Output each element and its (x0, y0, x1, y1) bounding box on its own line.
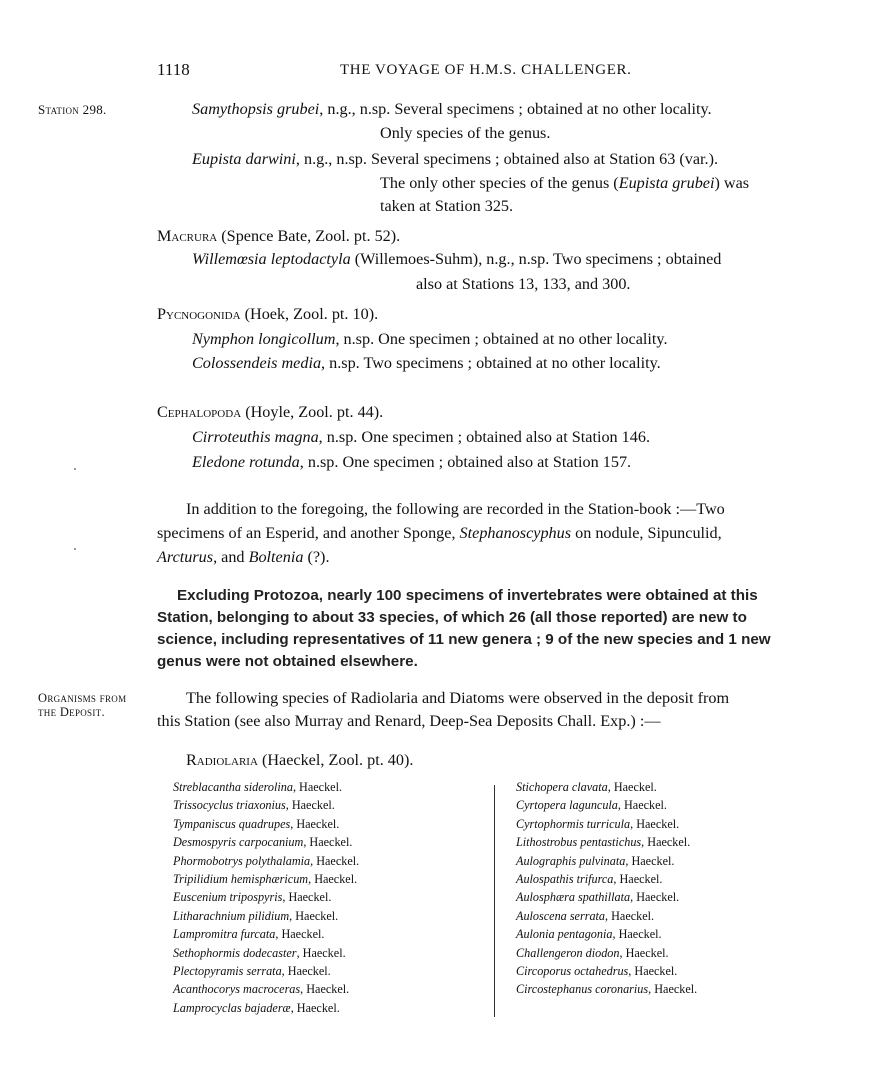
group-cephalopoda (157, 403, 383, 422)
paragraph1-line2 (157, 524, 722, 543)
species-author: , Haeckel. (607, 780, 657, 794)
group-ref: (Spence Bate, Zool. pt. 52). (217, 227, 401, 245)
species-list-item (173, 962, 359, 980)
column-divider (494, 785, 495, 1017)
summary-line: science, including representatives of 11 new genera ; 9 of the new species and 1 new (157, 631, 771, 648)
species-name: Plectopyramis serrata (173, 964, 282, 979)
species-author: , Haeckel. (612, 927, 662, 942)
species-list-item (516, 962, 697, 980)
entry-willemoesia (192, 250, 721, 269)
species-name: Lithostrobus pentastichus (516, 835, 642, 850)
species-name: Cyrtophormis turricula (516, 816, 631, 831)
species-name: Willemœsia leptodactyla (192, 250, 351, 268)
species-author: , Haeckel. (630, 816, 680, 831)
species-list-item (173, 980, 359, 998)
species-list-item (516, 778, 697, 796)
species-name: Circoporus octahedrus (516, 964, 629, 979)
species-name: Aulographis pulvinata (516, 853, 626, 868)
species-name: Phormobotrys polythalamia (173, 853, 311, 868)
species-name: Boltenia (248, 548, 304, 566)
side-note-station: Station 298. (38, 102, 107, 117)
running-title: THE VOYAGE OF H.M.S. CHALLENGER. (340, 62, 632, 78)
entry-samythopsis (192, 100, 712, 119)
group-ref: (Hoyle, Zool. pt. 44). (241, 403, 384, 421)
species-list-item (173, 907, 359, 925)
species-list-item (516, 944, 697, 962)
species-list-item (516, 870, 697, 888)
entry-text: ) was (714, 174, 750, 192)
species-name: Aulosphæra spathillata (516, 890, 631, 905)
entry-text: , n.g., n.sp. Several specimens ; obtained also at Station 63 (var.). (295, 150, 719, 168)
entry-samythopsis-line2: Only species of the genus. (380, 124, 551, 142)
side-note-organisms-line2: the Deposit. (38, 705, 105, 719)
species-author: , Haeckel. (292, 780, 343, 794)
entry-colossendeis (192, 354, 661, 373)
species-list-item (516, 852, 697, 870)
group-pycnogonida (157, 305, 378, 324)
species-list-left (173, 778, 359, 1017)
paragraph1-line3 (157, 548, 330, 567)
species-name: Nymphon longicollum (192, 330, 336, 348)
paragraph2-line1: The following species of Radiolaria and Diatoms were observed in the deposit from (186, 689, 730, 707)
species-author: , Haeckel. (641, 835, 691, 850)
species-list-item (173, 833, 359, 851)
species-author: , Haeckel. (605, 908, 655, 923)
entry-eupista-line3: taken at Station 325. (380, 197, 514, 215)
species-name: Cirroteuthis magna (192, 428, 319, 446)
species-name: Circostephanus coronarius (516, 982, 649, 997)
species-name: Aulospathis trifurca (516, 872, 614, 887)
summary-line: genus were not obtained elsewhere. (157, 653, 418, 670)
species-list-item (173, 778, 359, 796)
side-note-organisms-line1: Organisms from (38, 691, 127, 705)
bold-summary (157, 585, 771, 673)
species-name: Streblacantha siderolina (173, 780, 293, 794)
species-author: , Haeckel. (303, 835, 353, 850)
species-list-item (516, 796, 697, 814)
species-author: , Haeckel. (625, 853, 675, 868)
species-author: , Haeckel. (300, 982, 350, 997)
entry-nymphon (192, 330, 668, 349)
species-name: Tympaniscus quadrupes (173, 816, 291, 831)
species-author: , Haeckel. (619, 945, 669, 960)
group-ref: (Haeckel, Zool. pt. 40). (257, 751, 414, 769)
species-name: Lampromitra furcata (173, 927, 276, 942)
paragraph2-line2: this Station (see also Murray and Renard, Deep-Sea Deposits Chall. Exp.) :— (157, 712, 661, 730)
species-author: , Haeckel. (628, 964, 678, 979)
species-list-item (516, 888, 697, 906)
species-name: Desmospyris carpocanium (173, 835, 304, 850)
paragraph-text: specimens of an Esperid, and another Sponge, (157, 524, 460, 542)
species-name: Challengeron diodon (516, 945, 620, 960)
entry-text: , n.sp. Two specimens ; obtained at no other locality. (321, 354, 661, 372)
paragraph-text: on nodule, Sipunculid, (571, 524, 722, 542)
entry-text: The only other species of the genus ( (380, 174, 619, 192)
species-name: Euscenium tripospyris (173, 890, 283, 905)
species-author: , Haeckel. (648, 982, 698, 997)
species-list-item (173, 852, 359, 870)
species-name: Eupista darwini (192, 150, 296, 168)
paragraph-text: (?). (303, 548, 330, 566)
species-name: Acanthocorys macroceras (173, 982, 301, 997)
species-author: , Haeckel. (289, 908, 339, 923)
species-author: , Haeckel. (296, 945, 346, 960)
species-list-item (173, 796, 359, 814)
species-list-right (516, 778, 697, 999)
species-list-item (173, 925, 359, 943)
species-author: , Haeckel. (290, 1000, 340, 1015)
species-list-item (173, 888, 359, 906)
group-name: Pycnogonida (157, 305, 241, 323)
group-macrura (157, 227, 400, 246)
species-list-item (173, 999, 359, 1017)
species-author: , Haeckel. (290, 816, 340, 831)
species-name: Eledone rotunda (192, 453, 300, 471)
entry-cirroteuthis (192, 428, 650, 447)
species-list-item (173, 944, 359, 962)
species-name: Tripilidium hemisphæricum (173, 872, 309, 887)
species-list-item (516, 833, 697, 851)
entry-text: , n.sp. One specimen ; obtained also at Station 146. (318, 428, 651, 446)
species-name: Auloscena serrata (516, 908, 606, 923)
group-radiolaria (186, 751, 413, 770)
species-author: , Haeckel. (285, 798, 335, 813)
species-author: , Haeckel. (630, 890, 680, 905)
species-name: Stephanoscyphus (459, 524, 572, 542)
summary-line: Station, belonging to about 33 species, of which 26 (all those reported) are new to (157, 609, 747, 626)
species-list-item (516, 815, 697, 833)
species-name: Trissocyclus triaxonius (173, 798, 286, 813)
species-name: Lamprocyclas bajaderæ (173, 1000, 291, 1015)
species-name: Stichopera clavata (516, 780, 608, 794)
entry-eledone (192, 453, 631, 472)
side-note-organisms (38, 691, 126, 719)
group-name: Macrura (157, 227, 218, 245)
entry-text: , n.sp. One specimen ; obtained at no other locality. (335, 330, 668, 348)
species-author: , Haeckel. (613, 872, 663, 887)
paragraph-text: , and (213, 548, 249, 566)
species-list-item (516, 925, 697, 943)
group-name: Cephalopoda (157, 403, 242, 421)
species-list-item (173, 815, 359, 833)
entry-text: , n.sp. One specimen ; obtained also at Station 157. (299, 453, 632, 471)
species-name: Litharachnium pilidium (173, 908, 290, 923)
group-ref: (Hoek, Zool. pt. 10). (240, 305, 379, 323)
entry-eupista (192, 150, 718, 169)
species-name: Sethophormis dodecaster (173, 945, 297, 960)
species-author: , Haeckel. (308, 872, 358, 887)
species-list-item (173, 870, 359, 888)
species-name: Aulonia pentagonia (516, 927, 613, 942)
entry-eupista-line2 (380, 174, 749, 193)
entry-willemoesia-line2: also at Stations 13, 133, and 300. (416, 275, 631, 293)
species-list-item (516, 980, 697, 998)
paragraph1-line1: In addition to the foregoing, the following are recorded in the Station-book :—Two (186, 500, 725, 518)
species-author: , Haeckel. (310, 853, 360, 868)
group-name: Radiolaria (186, 751, 258, 769)
margin-speck (74, 548, 76, 550)
margin-speck (74, 468, 76, 470)
species-author: , Haeckel. (281, 964, 331, 979)
species-author: , Haeckel. (617, 798, 667, 813)
species-author: , Haeckel. (282, 890, 332, 905)
entry-text: (Willemoes-Suhm), n.g., n.sp. Two specimens ; obtained (350, 250, 722, 268)
page-number: 1118 (157, 60, 190, 79)
species-name: Colossendeis media (192, 354, 322, 372)
entry-text: , n.g., n.sp. Several specimens ; obtained at no other locality. (319, 100, 712, 118)
species-name: Eupista grubei (618, 174, 715, 192)
summary-line: Excluding Protozoa, nearly 100 specimens of invertebrates were obtained at this (177, 587, 758, 604)
species-author: , Haeckel. (275, 927, 325, 942)
species-name: Arcturus (157, 548, 214, 566)
species-list-item (516, 907, 697, 925)
species-name: Samythopsis grubei (192, 100, 320, 118)
species-name: Cyrtopera laguncula (516, 798, 618, 813)
